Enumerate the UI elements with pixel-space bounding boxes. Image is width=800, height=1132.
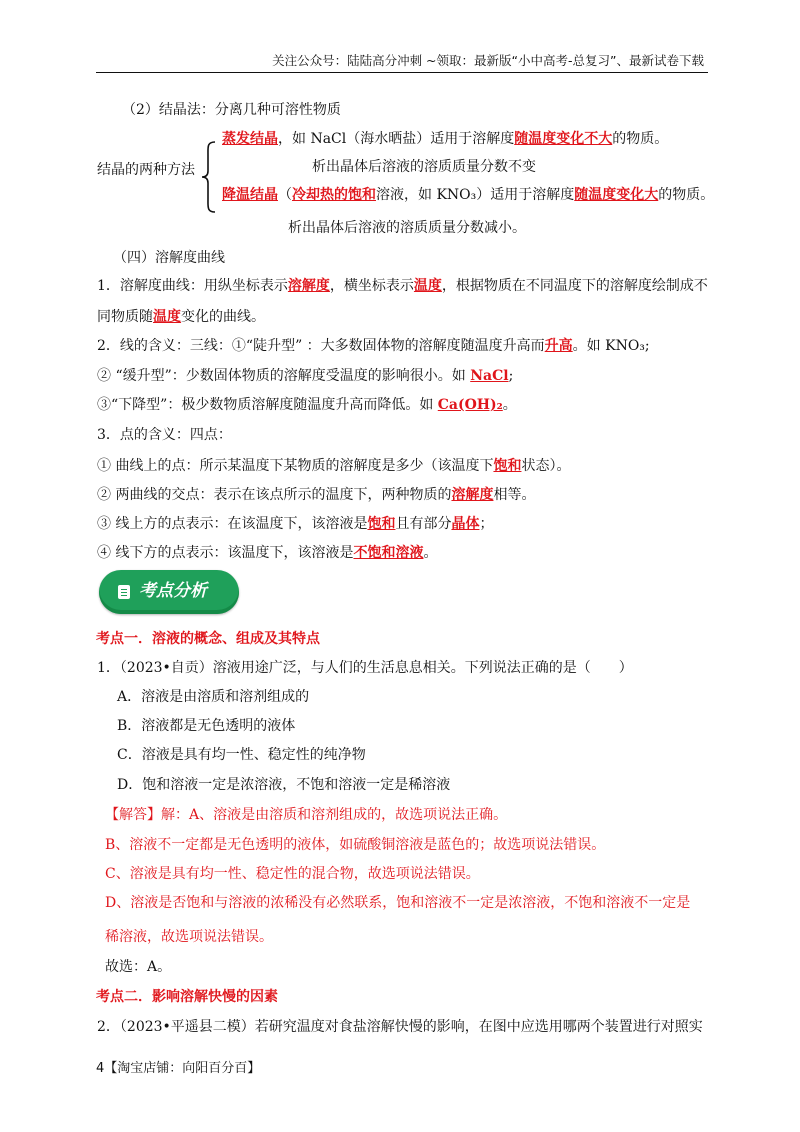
kp1-option: B．溶液都是无色透明的液体 [117, 718, 296, 734]
curve-para-3: ② “缓升型”：少数固体物质的溶解度受温度的影响很小。如 NaCl; [97, 368, 514, 384]
curve-para-1b: 同物质随温度变化的曲线。 [97, 309, 265, 325]
curve-para-5: 3．点的含义：四点： [97, 427, 232, 443]
curve-heading: （四）溶解度曲线 [113, 250, 225, 266]
curve-para-9: ④ 线下方的点表示：该温度下，该溶液是不饱和溶液。 [97, 545, 438, 561]
kp1-option: C．溶液是具有均一性、稳定性的纯净物 [117, 747, 366, 763]
kp2-question: 2．（2023•平遥县二模）若研究温度对食盐溶解快慢的影响，在图中应选用哪两个装置进行对照实 [97, 1019, 703, 1035]
kp1-option: D．饱和溶液一定是浓溶液，不饱和溶液一定是稀溶液 [117, 777, 451, 793]
crystal-line-4: 析出晶体后溶液的溶质质量分数减小。 [288, 220, 526, 236]
kp1-option: A．溶液是由溶质和溶剂组成的 [117, 689, 310, 705]
badge-label: 考点分析 [139, 581, 207, 601]
curve-para-7: ② 两曲线的交点：表示在该点所示的温度下，两种物质的溶解度相等。 [97, 487, 536, 503]
crystal-line-1: 蒸发结晶，如 NaCl（海水晒盐）适用于溶解度随温度变化不大的物质。 [222, 131, 669, 147]
kp1-answer-line: 【解答】解：A、溶液是由溶质和溶剂组成的，故选项说法正确。 [105, 807, 508, 823]
section-badge [99, 570, 239, 614]
kp1-answer-line: C、溶液是具有均一性、稳定性的混合物，故选项说法错误。 [105, 866, 480, 882]
shop-name: 【淘宝店铺：向阳百分百】 [104, 1061, 261, 1076]
kp1-answer-line: 稀溶液，故选项说法错误。 [105, 929, 273, 945]
header-divider [96, 72, 708, 73]
document-icon [118, 585, 130, 599]
curve-para-8: ③ 线上方的点表示：在该温度下，该溶液是饱和且有部分晶体； [97, 516, 494, 532]
kp1-answer-line: D、溶液是否饱和与溶液的浓稀没有必然联系，饱和溶液不一定是浓溶液，不饱和溶液不一定是 [105, 895, 691, 911]
curve-para-4: ③“下降型”：极少数物质溶解度随温度升高而降低。如 Ca(OH)₂。 [97, 397, 517, 413]
curve-para-6: ① 曲线上的点：所示某温度下某物质的溶解度是多少（该温度下饱和状态）。 [97, 458, 571, 474]
curve-para-1: 1．溶解度曲线：用纵坐标表示溶解度，横坐标表示温度，根据物质在不同温度下的溶解度绘制成不 [97, 278, 708, 294]
curly-brace-icon [201, 141, 217, 213]
page-number: 4 [96, 1061, 105, 1076]
kp1-title: 考点一．溶液的概念、组成及其特点 [96, 631, 320, 647]
crystal-label: 结晶的两种方法 [97, 162, 195, 178]
crystal-line-2: 析出晶体后溶液的溶质质量分数不变 [312, 159, 536, 175]
curve-para-2: 2．线的含义：三线：①“陡升型” ：大多数固体物的溶解度随温度升高而升高。如 KNO₃; [97, 338, 650, 354]
term-evaporation: 蒸发结晶 [222, 131, 278, 147]
kp1-question: 1．（2023•自贡）溶液用途广泛，与人们的生活息息相关。下列说法正确的是（ ） [97, 660, 633, 676]
page-header: 关注公众号：陆陆高分冲刺 ~领取：最新版“小中高考-总复习”、最新试卷下载 [272, 53, 704, 68]
crystal-line-3: 降温结晶（冷却热的饱和溶液，如 KNO₃）适用于溶解度随温度变化大的物质。 [222, 187, 715, 203]
page-footer [96, 1062, 260, 1075]
kp2-title: 考点二．影响溶解快慢的因素 [96, 989, 278, 1005]
kp1-choice: 故选：A。 [105, 959, 172, 975]
crystal-heading: （2）结晶法：分离几种可溶性物质 [122, 102, 341, 118]
kp1-answer-line: B、溶液不一定都是无色透明的液体，如硫酸铜溶液是蓝色的；故选项说法错误。 [105, 837, 606, 853]
term-cooling: 降温结晶 [222, 187, 278, 203]
